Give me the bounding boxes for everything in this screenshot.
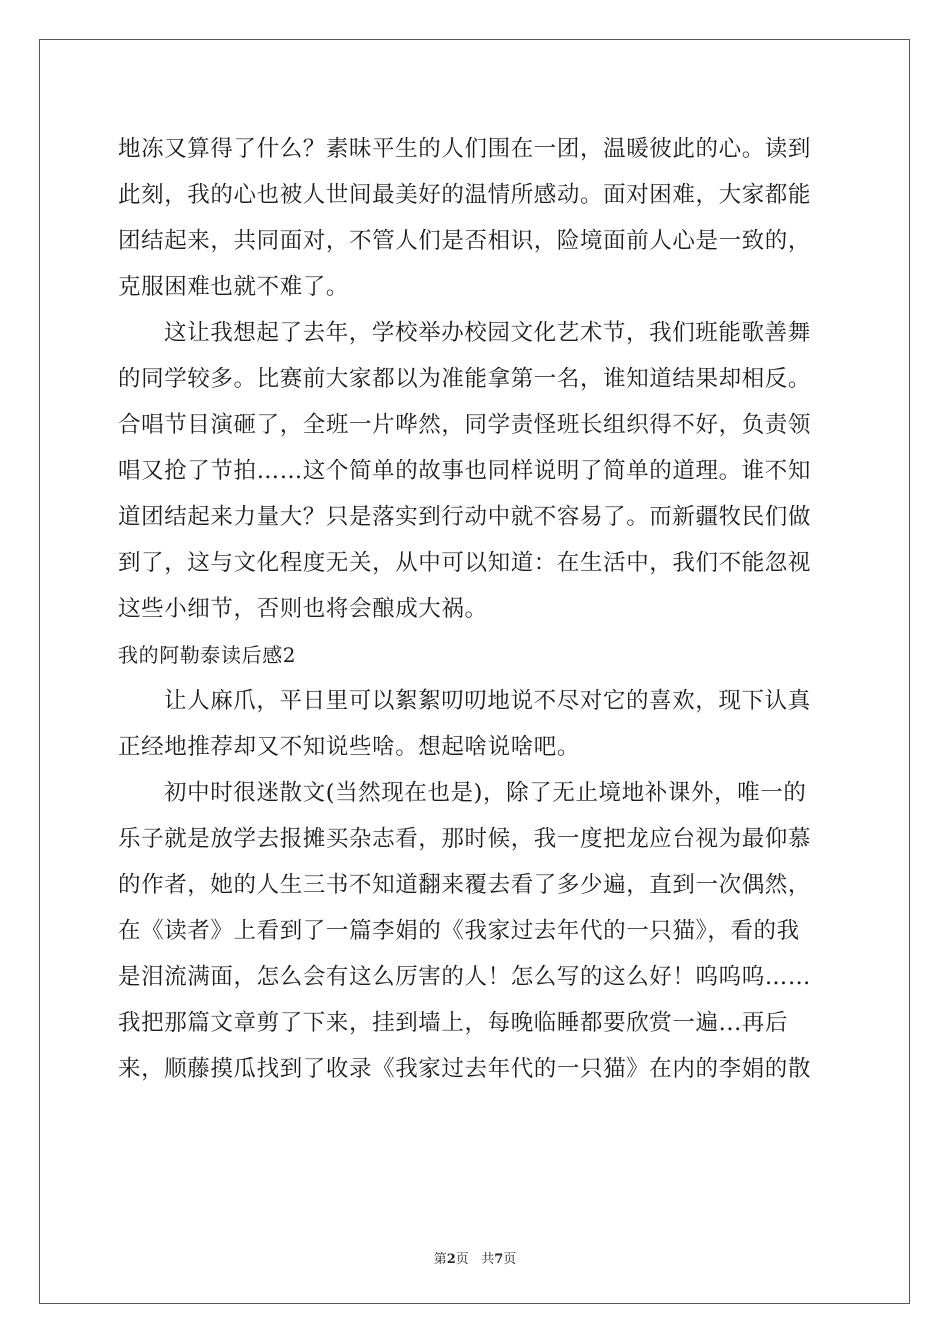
text-line: 正经地推荐却又不知说些啥。想起啥说啥吧。 [118,734,581,760]
total-page-number: 7 [494,1252,504,1267]
text-line: 克服困难也就不难了。 [118,274,350,300]
paragraph-start: 让人麻爪，平日里可以絮絮叨叨地说不尽对它的喜欢，现下认真 [164,688,811,714]
text-line: 我把那篇文章剪了下来，挂到墙上，每晚临睡都要欣赏一遍...再后 [118,1010,789,1036]
footer-total-suffix: 页 [503,1252,517,1267]
text-line: 道团结起来力量大？只是落实到行动中就不容易了。而新疆牧民们做 [118,504,812,530]
text-line: 地冻又算得了什么？素昧平生的人们围在一团，温暖彼此的心。读到 [118,136,812,162]
text-line: 合唱节目演砸了，全班一片哗然，同学责怪班长组织得不好，负责领 [118,412,812,438]
text-line: 团结起来，共同面对，不管人们是否相识，险境面前人心是一致的， [118,228,812,254]
paragraph-start: 初中时很迷散文(当然现在也是)，除了无止境地补课外，唯一的 [164,780,807,806]
footer-prefix: 第 [433,1252,447,1267]
page-footer [0,1248,950,1267]
text-line: 的作者，她的人生三书不知道翻来覆去看了多少遍，直到一次偶然， [118,872,812,898]
paragraph-start: 这让我想起了去年，学校举办校园文化艺术节，我们班能歌善舞 [164,320,811,346]
text-line: 在《读者》上看到了一篇李娟的《我家过去年代的一只猫》，看的我 [118,918,800,944]
text-line: 来，顺藤摸瓜找到了收录《我家过去年代的一只猫》在内的李娟的散 [118,1056,812,1082]
footer-total-prefix: 共 [481,1252,495,1267]
text-line: 是泪流满面，怎么会有这么厉害的人！怎么写的这么好！呜呜呜…… [118,964,812,990]
current-page-number: 2 [446,1252,456,1267]
footer-page-suffix: 页 [455,1252,469,1267]
text-line: 这些小细节，否则也将会酿成大祸。 [118,596,488,622]
document-body [118,126,834,1092]
text-line: 到了，这与文化程度无关，从中可以知道：在生活中，我们不能忽视 [118,550,812,576]
text-line: 乐子就是放学去报摊买杂志看，那时候，我一度把龙应台视为最仰慕 [118,826,812,852]
text-line: 唱又抢了节拍……这个简单的故事也同样说明了简单的道理。谁不知 [118,458,812,484]
text-line: 此刻，我的心也被人世间最美好的温情所感动。面对困难，大家都能 [118,182,812,208]
text-line: 的同学较多。比赛前大家都以为准能拿第一名，谁知道结果却相反。 [118,366,812,392]
section-heading: 我的阿勒泰读后感2 [118,643,297,667]
